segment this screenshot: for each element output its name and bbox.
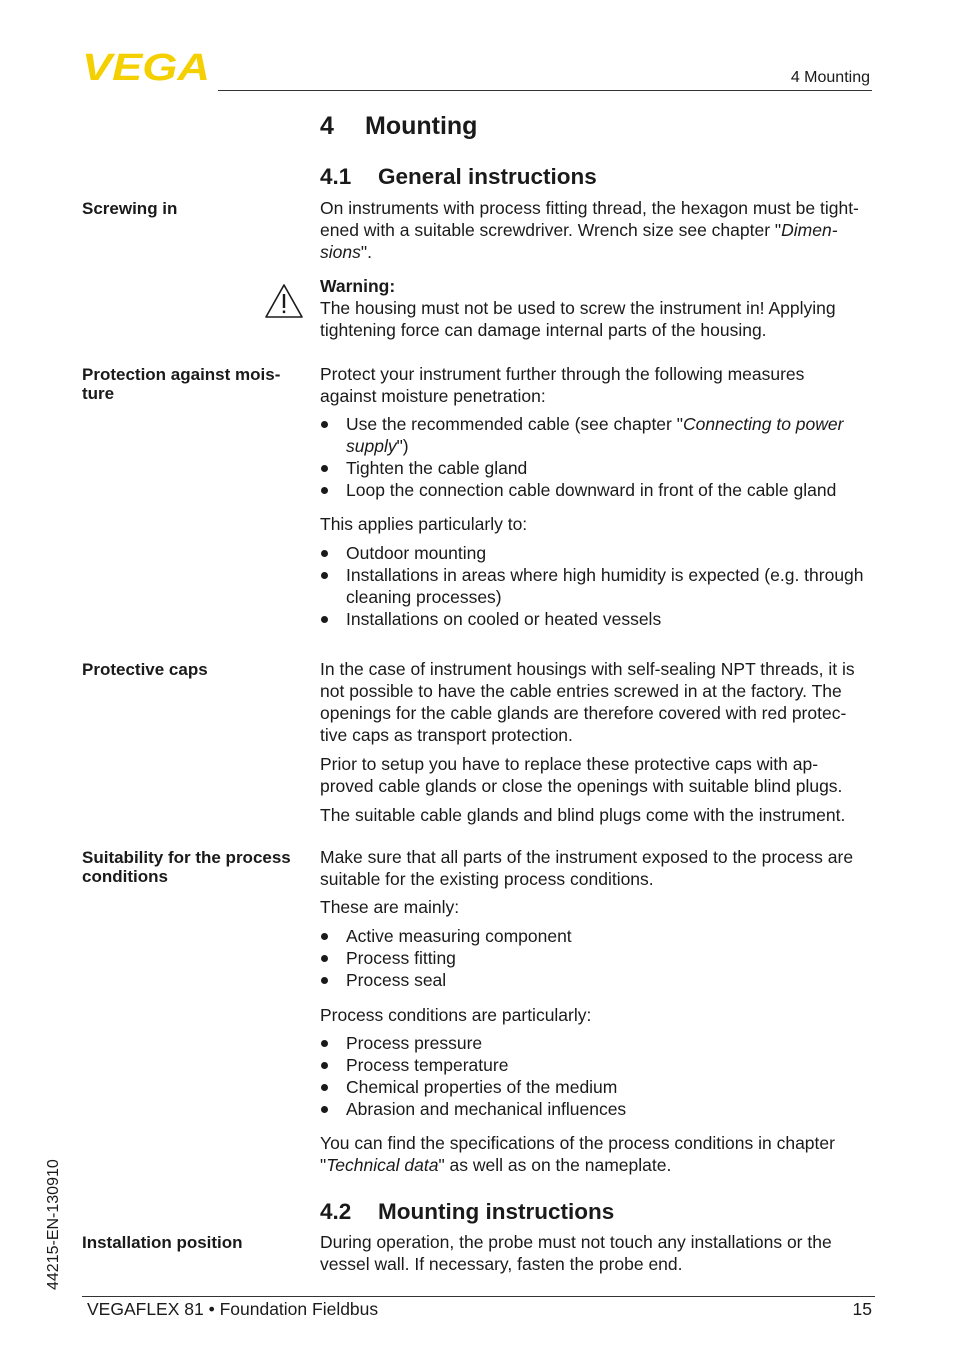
- footer-divider: [82, 1296, 875, 1297]
- caps-text: In the case of instrument housings with self-sealing NPT threads, it is not possible to have the cable entries screwed in at the factory. The openings for the cable glands are therefore covered with red protec- tive caps as transport protection. Prior to setup you have to replace these protective caps with ap- proved cable glands or close the openings with suitable blind plugs. The suitable cable glands and blind plugs come with the instrument.: [320, 659, 855, 825]
- warning-title: Warning:: [320, 276, 396, 296]
- list-item: Process seal: [320, 969, 875, 991]
- footer-product: VEGAFLEX 81 • Foundation Fieldbus: [87, 1299, 379, 1319]
- page-number: 15: [852, 1299, 872, 1319]
- header-divider: [218, 90, 872, 91]
- list-item: Process fitting: [320, 947, 875, 969]
- list-item: Outdoor mounting: [320, 542, 875, 564]
- list-item: Abrasion and mechanical influences: [320, 1098, 875, 1120]
- section-heading-4-2: [320, 1198, 614, 1226]
- section-title: General instructions: [378, 164, 597, 189]
- section-title: Mounting instructions: [378, 1199, 615, 1224]
- chapter-title: Mounting: [365, 112, 478, 140]
- section-number: 4.1: [320, 164, 352, 189]
- moisture-measures-list: [320, 413, 875, 501]
- warning-triangle-icon: [264, 283, 304, 319]
- list-item: Active measuring component: [320, 925, 875, 947]
- screwing-text: On instruments with process fitting thread, the hexagon must be tight- ened with a suitable screwdriver. Wrench size see chapter "Dimen- sions".: [320, 198, 859, 262]
- chapter-heading: [320, 110, 477, 142]
- installation-text: During operation, the probe must not touch any installations or the vessel wall. If necessary, fasten the probe end.: [320, 1232, 832, 1274]
- list-item: Process temperature: [320, 1054, 875, 1076]
- margin-label-suitability: Suitability for the process conditions: [82, 848, 291, 886]
- suitability-text: Make sure that all parts of the instrument exposed to the process are suitable for the existing process conditions. These are mainly: Active measuring component Process fitting Process seal Process conditions are particularly: Process pressure Process temperature Chemical properties of the medium Abrasion and mechanical influences You can find the specifications of the process conditions in chapter "Technical data" as well as on the nameplate.: [320, 846, 875, 1176]
- list-item: Use the recommended cable (see chapter "Connecting to power supply"): [320, 413, 875, 457]
- vega-logo: [82, 50, 212, 84]
- list-item: Installations on cooled or heated vessels: [320, 608, 875, 630]
- warning-block: Warning: The housing must not be used to screw the instrument in! Applying tightening force can damage internal parts of the housing.: [320, 275, 875, 341]
- list-item: Chemical properties of the medium: [320, 1076, 875, 1098]
- components-list: [320, 925, 875, 991]
- margin-label-installation: Installation position: [82, 1233, 243, 1252]
- moisture-text: Protect your instrument further through the following measures against moisture penetration: Use the recommended cable (see chapter "Connecting to power supply") Tighten the cable gland Loop the connection cable downward in front of the cable gland This applies particularly to: Outdoor mounting Installations in areas where high humidity is expected (e.g. through cleaning processes) Installations on cooled or heated vessels: [320, 363, 875, 630]
- list-item: Loop the connection cable downward in front of the cable gland: [320, 479, 875, 501]
- moisture-applies-list: [320, 542, 875, 630]
- list-item: Installations in areas where high humidity is expected (e.g. through cleaning processes): [320, 564, 875, 608]
- conditions-list: [320, 1032, 875, 1120]
- section-number: 4.2: [320, 1199, 352, 1224]
- document-number: 44215-EN-130910: [45, 1159, 62, 1290]
- logo-text: VEGA: [82, 50, 210, 84]
- list-item: Process pressure: [320, 1032, 875, 1054]
- margin-label-screwing: Screwing in: [82, 199, 178, 218]
- margin-label-moisture: Protection against mois- ture: [82, 365, 281, 403]
- section-heading-4-1: [320, 163, 597, 191]
- chapter-number: 4: [320, 112, 334, 140]
- header-section-title: 4 Mounting: [790, 69, 870, 86]
- margin-label-caps: Protective caps: [82, 660, 208, 679]
- list-item: Tighten the cable gland: [320, 457, 875, 479]
